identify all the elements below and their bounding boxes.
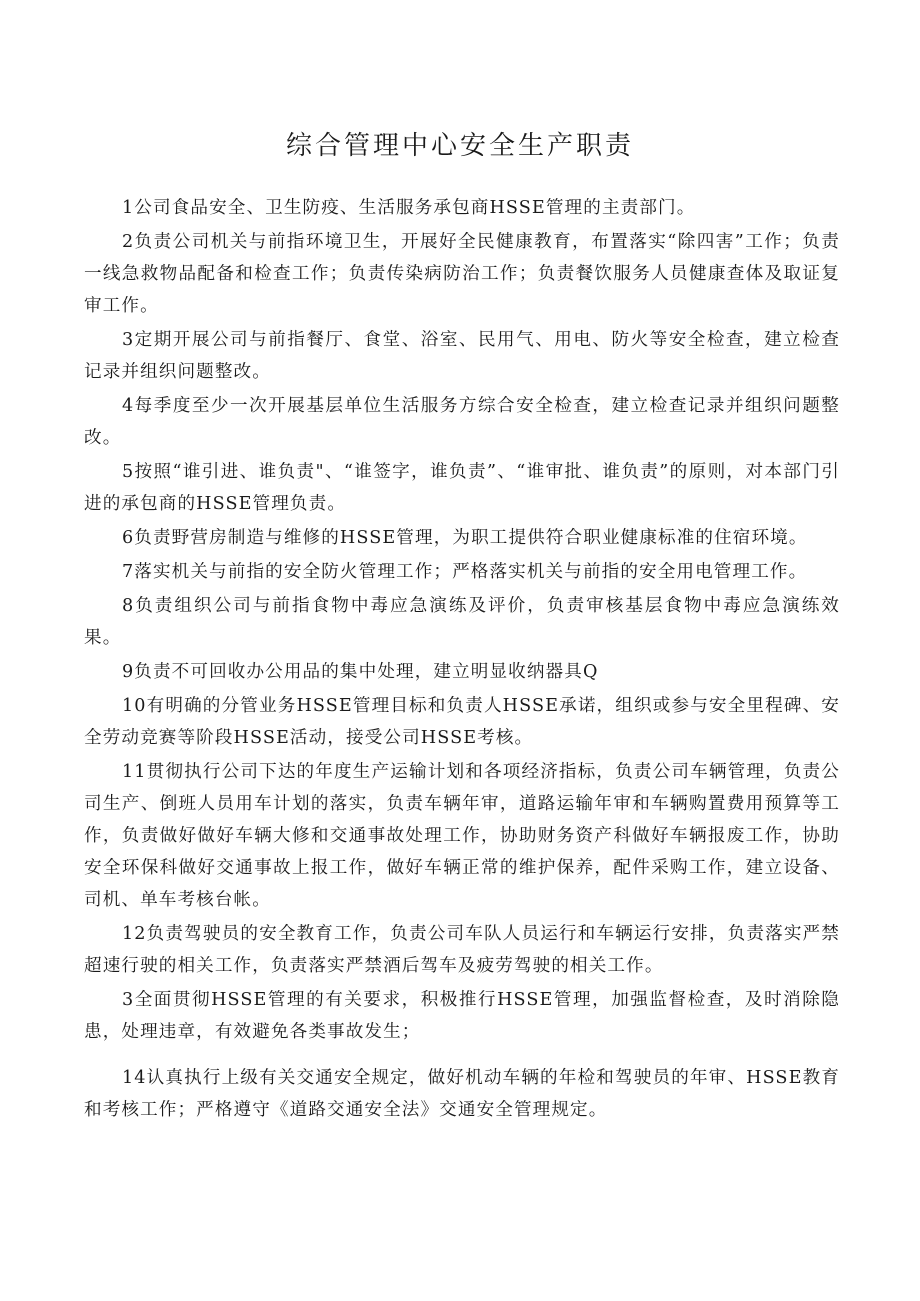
paragraph-1: 1公司食品安全、卫生防疫、生活服务承包商HSSE管理的主责部门。 [122, 198, 696, 218]
paragraph-4: 4每季度至少一次开展基层单位生活服务方综合安全检查，建立检查记录并组织问题整改。 [84, 396, 840, 448]
document-body [84, 192, 840, 1128]
paragraph-13: 3全面贯彻HSSE管理的有关要求，积极推行HSSE管理，加强监督检查，及时消除隐患，处理违章，有效避免各类事故发生； [84, 990, 840, 1042]
paragraph-3: 3定期开展公司与前指餐厅、食堂、浴室、民用气、用电、防火等安全检查，建立检查记录并组织问题整改。 [84, 330, 840, 382]
paragraph-7: 7落实机关与前指的安全防火管理工作；严格落实机关与前指的安全用电管理工作。 [122, 562, 808, 582]
paragraph-10: 10有明确的分管业务HSSE管理目标和负责人HSSE承诺，组织或参与安全里程碑、安全劳动竞赛等阶段HSSE活动，接受公司HSSE考核。 [84, 696, 840, 748]
paragraph-2: 2负责公司机关与前指环境卫生，开展好全民健康教育，布置落实“除四害”工作；负责一线急救物品配备和检查工作；负责传染病防治工作；负责餐饮服务人员健康查体及取证复审工作。 [84, 232, 840, 316]
paragraph-5: 5按照“谁引进、谁负责"、“谁签字，谁负责”、“谁审批、谁负责”的原则，对本部门引进的承包商的HSSE管理负责。 [84, 462, 840, 514]
paragraph-6: 6负责野营房制造与维修的HSSE管理，为职工提供符合职业健康标准的住宿环境。 [122, 528, 808, 548]
paragraph-8: 8负责组织公司与前指食物中毒应急演练及评价，负责审核基层食物中毒应急演练效果。 [84, 596, 840, 648]
page-title: 综合管理中心安全生产职责 [285, 131, 634, 161]
paragraph-14: 14认真执行上级有关交通安全规定，做好机动车辆的年检和驾驶员的年审、HSSE教育和考核工作；严格遵守《道路交通安全法》交通安全管理规定。 [84, 1068, 840, 1120]
paragraph-12: 12负责驾驶员的安全教育工作，负责公司车队人员运行和车辆运行安排，负责落实严禁超速行驶的相关工作，负责落实严禁酒后驾车及疲劳驾驶的相关工作。 [84, 924, 840, 976]
paragraph-11: 11贯彻执行公司下达的年度生产运输计划和各项经济指标，负责公司车辆管理，负责公司生产、倒班人员用车计划的落实，负责车辆年审，道路运输年审和车辆购置费用预算等工作，负责做好做好车辆大修和交通事故处理工作，协助财务资产科做好车辆报废工作，协助安全环保科做好交通事故上报工作，做好车辆正常的维护保养，配件采购工作，建立设备、司机、单车考核台帐。 [84, 762, 840, 910]
paragraph-9: 9负责不可回收办公用品的集中处理，建立明显收纳器具Q [122, 662, 599, 682]
